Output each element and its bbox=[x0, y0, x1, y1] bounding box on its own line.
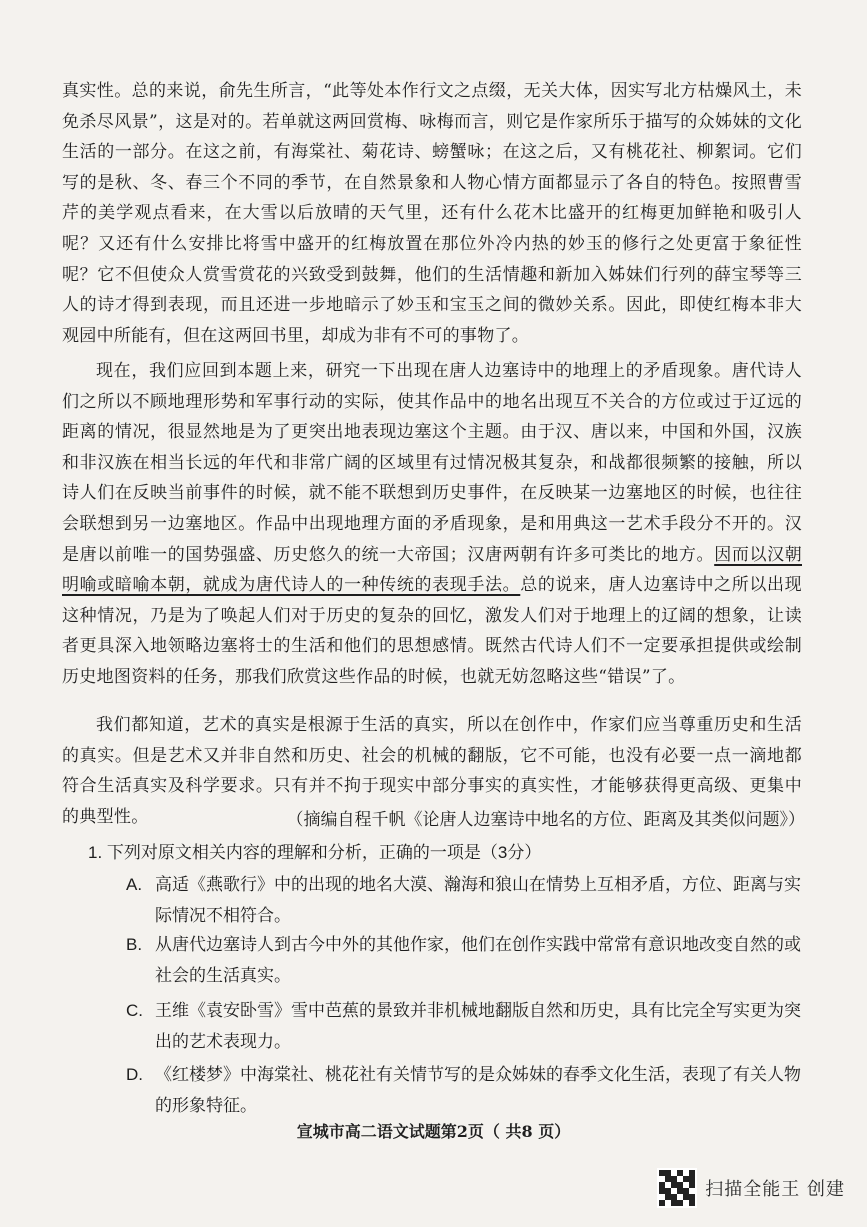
question-stem: 1. 下列对原文相关内容的理解和分析，正确的一项是（3分） bbox=[88, 843, 542, 862]
option-letter: A. bbox=[126, 875, 143, 894]
paragraph-2-text-after: 总的说来，唐人边塞诗中之所以出现这种情况，乃是为了唤起人们对于历史的复杂的回忆，激发人们对于地理上的辽阔的想象，让读者更具深入地领略边塞将士的生活和他们的思想感情。既然古代诗人们不一定要承担提供或绘制历史地图资料的任务，那我们欣赏这些作品的时候，也就无妨忽略这些“错误”了。 bbox=[62, 575, 802, 687]
option-c bbox=[126, 996, 806, 1057]
scanner-watermark bbox=[657, 1167, 845, 1209]
option-a bbox=[126, 870, 806, 931]
underlined-sentence: 因而以汉朝明喻或暗喻本朝，就成为唐代诗人的一种传统的表现手法。 bbox=[62, 544, 802, 596]
option-text: 高适《燕歌行》中的出现的地名大漠、瀚海和狼山在情势上互相矛盾，方位、距离与实际情况不相符合。 bbox=[155, 875, 801, 925]
option-text: 从唐代边塞诗人到古今中外的其他作家，他们在创作实践中常常有意识地改变自然的或社会的生活真实。 bbox=[155, 935, 801, 985]
page-footer: 宣城市高二语文试题第2页（ 共8 页） bbox=[296, 1122, 571, 1141]
option-letter: B. bbox=[126, 935, 143, 954]
option-letter: D. bbox=[126, 1065, 143, 1084]
watermark-text: 扫描全能王 创建 bbox=[705, 1179, 845, 1200]
passage-source: （摘编自程千帆《论唐人边塞诗中地名的方位、距离及其类似问题》） bbox=[286, 810, 805, 830]
passage-paragraph-2 bbox=[62, 356, 802, 693]
passage-paragraph-1: 真实性。总的来说，俞先生所言，“此等处本作行文之点缀，无关大体，因实写北方枯燥风土，未免杀尽风景”，这是对的。若单就这两回赏梅、咏梅而言，则它是作家所乐于描写的众姊妹的文化生活的一部分。在这之前，有海棠社、菊花诗、螃蟹咏；在这之后，又有桃花社、柳絮词。它们写的是秋、冬、春三个不同的季节，在自然景象和人物心情方面都显示了各自的特色。按照曹雪芹的美学观点看来，在大雪以后放晴的天气里，还有什么花木比盛开的红梅更加鲜艳和吸引人呢？又还有什么安排比将雪中盛开的红梅放置在那位外冷内热的妙玉的修行之处更富于象征性呢？它不但使众人赏雪赏花的兴致受到鼓舞，他们的生活情趣和新加入姊妹们行列的薛宝琴等三人的诗才得到表现，而且还进一步地暗示了妙玉和宝玉之间的微妙关系。因此，即使红梅本非大观园中所能有，但在这两回书里，却成为非有不可的事物了。 bbox=[62, 81, 802, 346]
qr-code-icon bbox=[657, 1168, 697, 1208]
passage-paragraph-3: 我们都知道，艺术的真实是根源于生活的真实，所以在创作中，作家们应当尊重历史和生活的真实。但是艺术又并非自然和历史、社会的机械的翻版，它不可能，也没有必要一点一滴地都符合生活真实及科学要求。只有并不拘于现实中部分事实的真实性，才能够获得更高级、更集中的典型性。 bbox=[62, 715, 802, 827]
option-text: 王维《袁安卧雪》雪中芭蕉的景致并非机械地翻版自然和历史，具有比完全写实更为突出的艺术表现力。 bbox=[155, 1001, 801, 1051]
option-b bbox=[126, 930, 806, 991]
option-text: 《红楼梦》中海棠社、桃花社有关情节写的是众姊妹的春季文化生活，表现了有关人物的形象特征。 bbox=[155, 1065, 801, 1115]
paragraph-2-text-before: 现在，我们应回到本题上来，研究一下出现在唐人边塞诗中的地理上的矛盾现象。唐代诗人们之所以不顾地理形势和军事行动的实际，使其作品中的地名出现互不关合的方位或过于辽远的距离的情况，很显然地是为了更突出地表现边塞这个主题。由于汉、唐以来，中国和外国，汉族和非汉族在相当长远的年代和非常广阔的区域里有过情况极其复杂，和战都很频繁的接触，所以诗人们在反映当前事件的时候，就不能不联想到历史事件，在反映某一边塞地区的时候，也往往会联想到另一边塞地区。作品中出现地理方面的矛盾现象，是和用典这一艺术手段分不开的。汉是唐以前唯一的国势强盛、历史悠久的统一大帝国；汉唐两朝有许多可类比的地方。 bbox=[62, 361, 802, 565]
option-d bbox=[126, 1060, 806, 1121]
option-letter: C. bbox=[126, 1001, 143, 1020]
